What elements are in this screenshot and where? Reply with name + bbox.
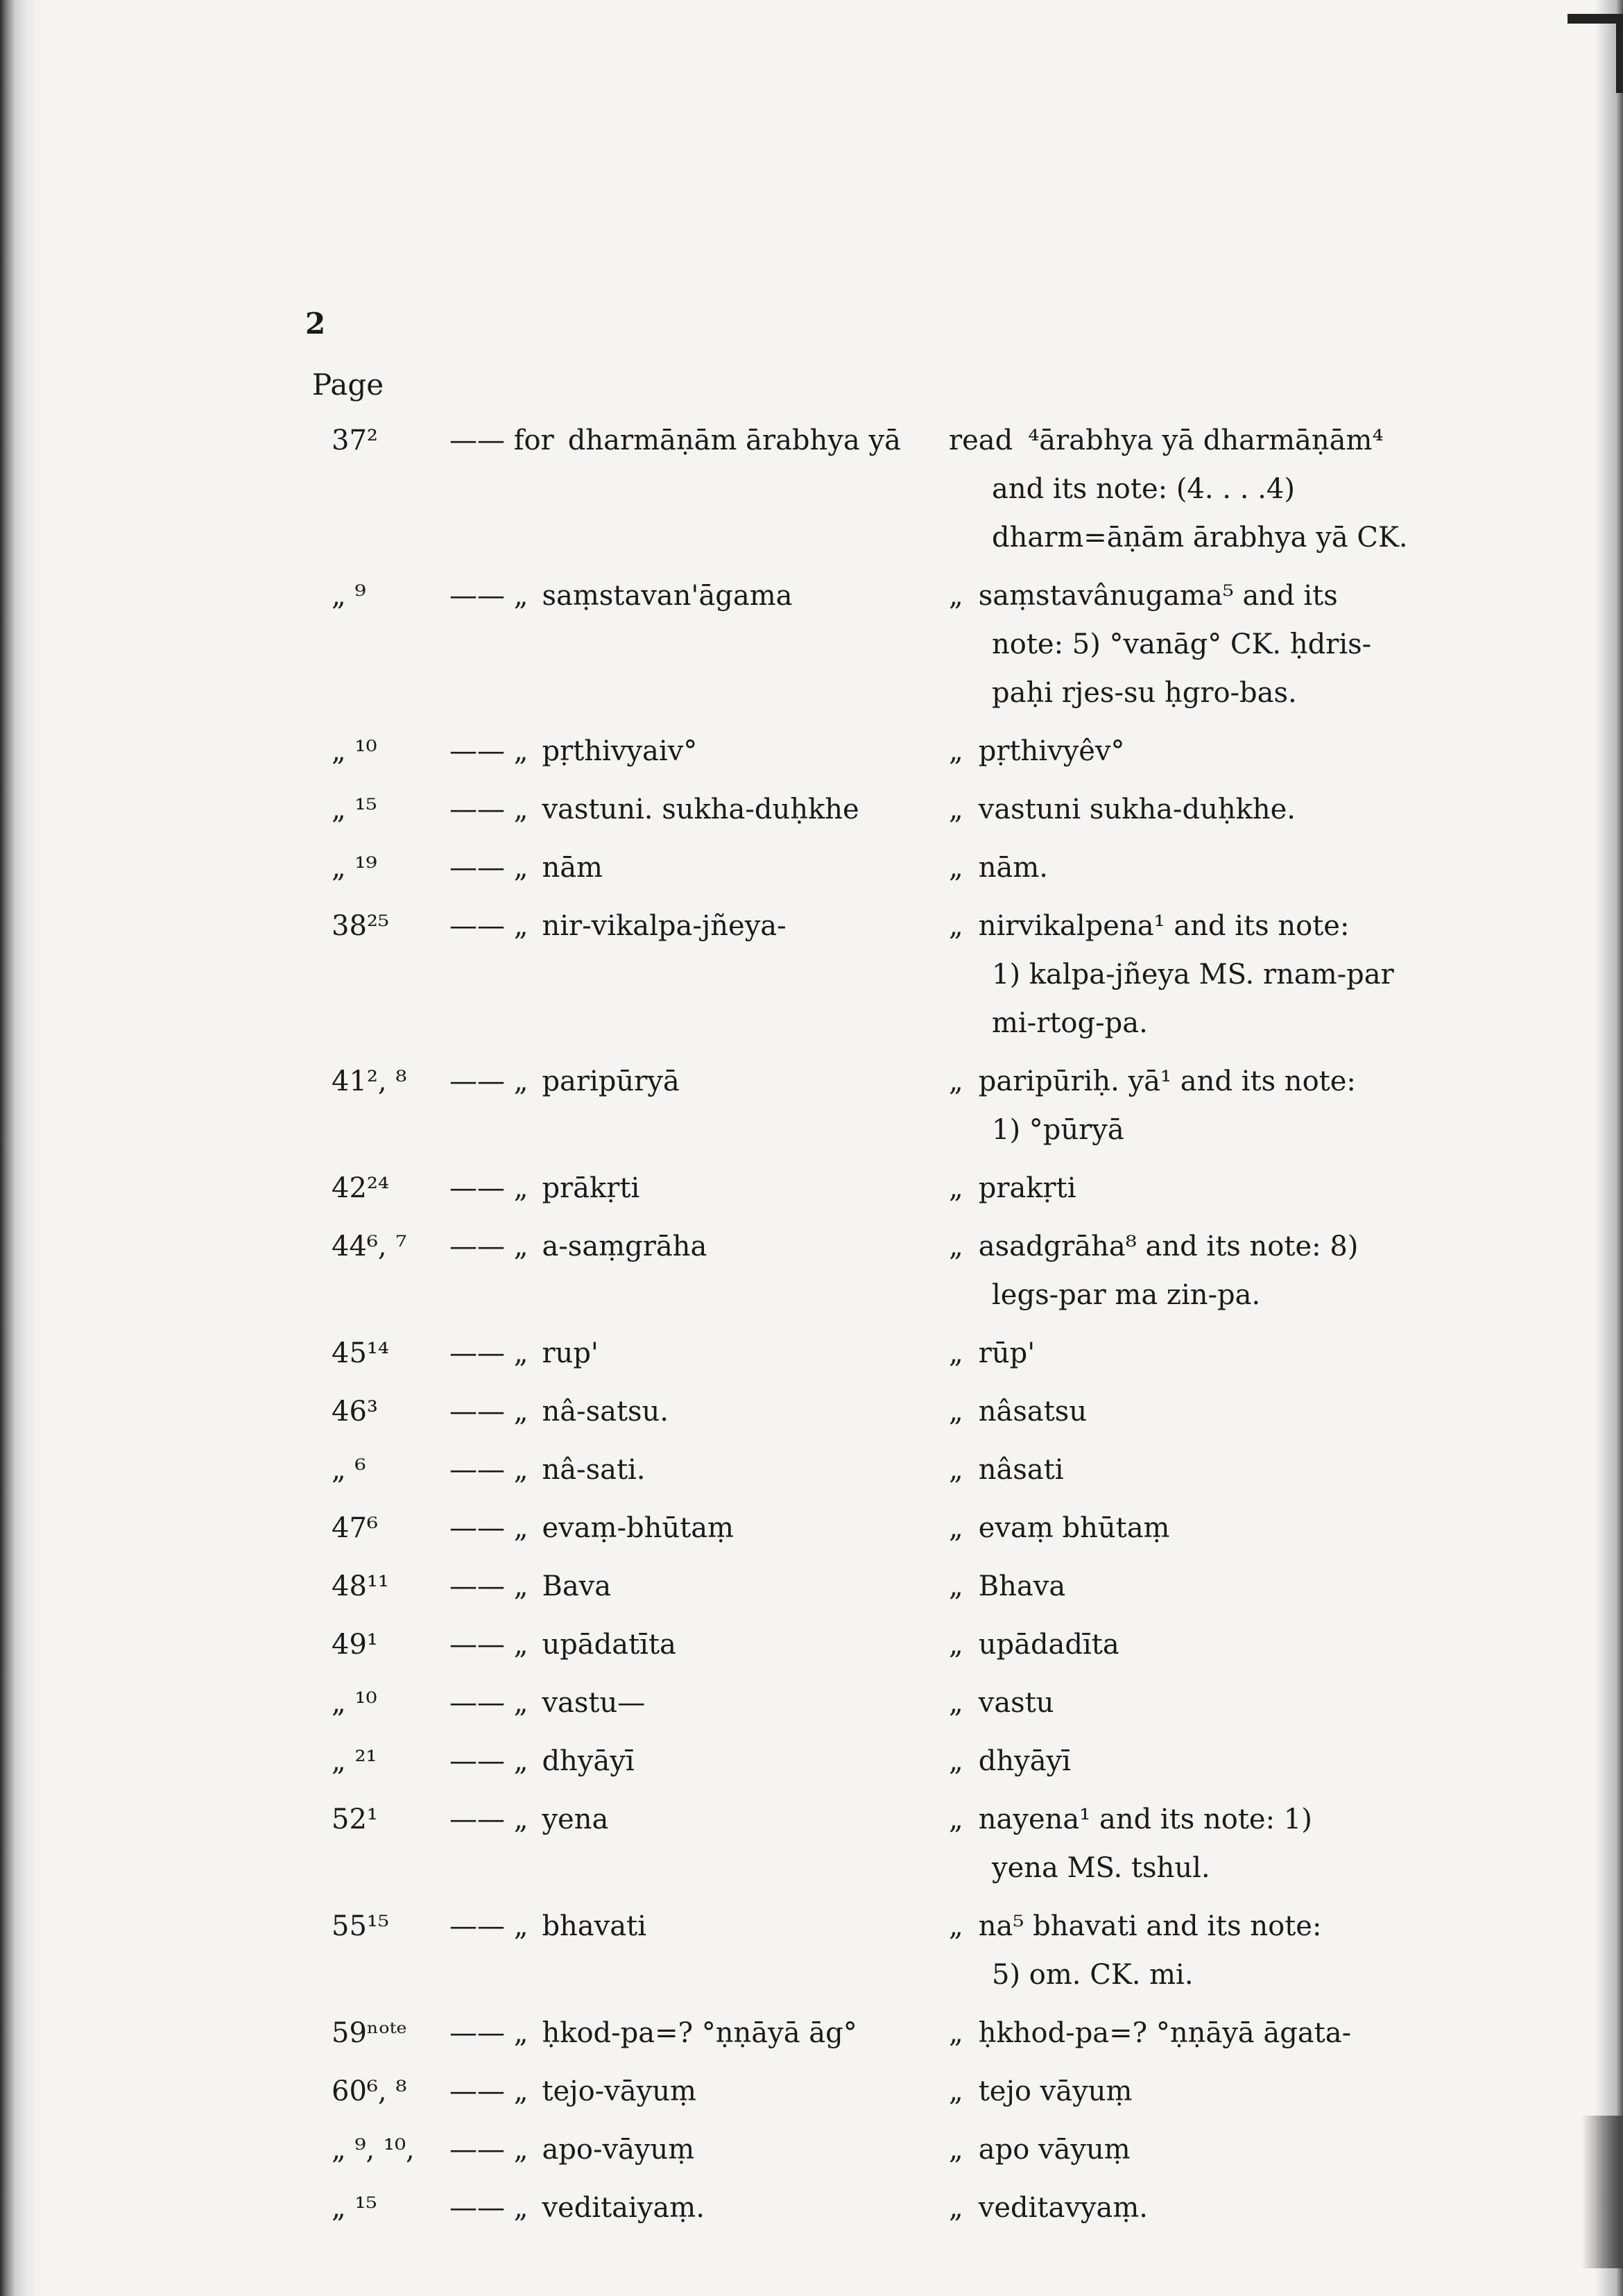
erroneous-text: nām (542, 852, 603, 884)
errata-row (332, 1737, 1414, 1785)
erroneous-reading (449, 1164, 949, 1213)
scan-corner-mark (1568, 14, 1623, 93)
read-keyword: „ (949, 1570, 963, 1602)
erroneous-text: bhavati (542, 1910, 646, 1942)
page-line-reference: 45¹⁴ (332, 1337, 389, 1369)
page-line-reference: 55¹⁵ (332, 1910, 389, 1942)
page-line-reference: 46³ (332, 1396, 378, 1428)
page-line-reference: 52¹ (332, 1804, 378, 1835)
erroneous-text: veditaiyaṃ. (542, 2192, 705, 2224)
errata-row (332, 1057, 1414, 1154)
erroneous-text: Bava (542, 1570, 612, 1602)
page-line-reference: „ ⁹, ¹⁰, (332, 2134, 415, 2166)
errata-row (332, 1562, 1414, 1611)
read-keyword: „ (949, 1512, 963, 1544)
scan-shadow-left (0, 0, 42, 2296)
erroneous-text: nir-vikalpa-jñeya- (542, 910, 787, 942)
erroneous-text: dharmāṇām ārabhya yā (567, 425, 901, 456)
erroneous-reading (449, 1222, 949, 1271)
corrected-reading (949, 416, 1414, 562)
erroneous-reading (449, 1562, 949, 1611)
corrected-text: nâsatsu (978, 1396, 1088, 1428)
for-keyword: —— for (449, 425, 554, 456)
read-keyword: „ (949, 580, 963, 612)
corrected-text: prakṛti (978, 1172, 1076, 1204)
corrected-reading (949, 1902, 1414, 1999)
erroneous-text: nâ-satsu. (542, 1396, 669, 1428)
erroneous-reading (449, 2067, 949, 2116)
corrected-text: ⁴ārabhya yā dharmāṇām⁴ (1028, 425, 1384, 456)
erroneous-text: rup' (542, 1337, 599, 1369)
page-line-reference: „ ²¹ (332, 1745, 377, 1777)
page-line-reference: „ ⁹ (332, 580, 366, 612)
page-line-reference: „ ¹⁰ (332, 735, 377, 767)
for-keyword: —— „ (449, 2075, 529, 2107)
erroneous-reading (449, 1795, 949, 1844)
erroneous-text: pṛthivyaiv° (542, 735, 698, 767)
corrected-text: nām. (978, 852, 1048, 884)
for-keyword: —— „ (449, 1231, 529, 1262)
read-keyword: „ (949, 1231, 963, 1262)
errata-row (332, 1222, 1414, 1319)
page-column-label: Page (312, 368, 384, 402)
read-keyword: „ (949, 1454, 963, 1486)
erroneous-reading (449, 416, 949, 465)
corrected-text: tejo vāyuṃ (978, 2075, 1133, 2107)
errata-row (332, 572, 1414, 717)
correction-note: 1) °pūryā (992, 1114, 1124, 1146)
errata-row (332, 843, 1414, 892)
corrected-reading (949, 1562, 1414, 1611)
errata-row (332, 1329, 1414, 1378)
errata-row (332, 416, 1414, 562)
erroneous-text: prākṛti (542, 1172, 640, 1204)
erroneous-reading (449, 2009, 949, 2057)
for-keyword: —— „ (449, 1910, 529, 1942)
corrected-text: asadgrāha⁸ and its note: 8) (978, 1231, 1359, 1262)
page-line-reference: „ ⁶ (332, 1454, 366, 1486)
corrected-reading (949, 902, 1414, 1047)
read-keyword: „ (949, 2017, 963, 2049)
errata-row (332, 1164, 1414, 1213)
for-keyword: —— „ (449, 2134, 529, 2166)
erroneous-text: vastu— (542, 1687, 646, 1719)
page-line-reference: 49¹ (332, 1629, 378, 1661)
errata-row (332, 785, 1414, 834)
for-keyword: —— „ (449, 910, 529, 942)
for-keyword: —— „ (449, 1512, 529, 1544)
corrected-reading (949, 1737, 1414, 1785)
corrected-reading (949, 1446, 1414, 1494)
erroneous-reading (449, 2184, 949, 2232)
read-keyword: „ (949, 1687, 963, 1719)
corrected-text: Bhava (978, 1570, 1066, 1602)
page-line-reference: 47⁶ (332, 1512, 378, 1544)
corrected-text: nayena¹ and its note: 1) (978, 1804, 1312, 1835)
read-keyword: read (949, 425, 1013, 456)
page-line-reference: „ ¹⁹ (332, 852, 377, 884)
erroneous-text: paripūryā (542, 1065, 680, 1097)
page-line-reference: „ ¹⁰ (332, 1687, 377, 1719)
for-keyword: —— „ (449, 1745, 529, 1777)
erroneous-text: dhyāyī (542, 1745, 635, 1777)
erroneous-text: evaṃ-bhūtaṃ (542, 1512, 734, 1544)
errata-row (332, 1902, 1414, 1999)
page-line-reference: 60⁶, ⁸ (332, 2075, 407, 2107)
corrected-reading (949, 572, 1414, 717)
read-keyword: „ (949, 1804, 963, 1835)
page-line-reference: „ ¹⁵ (332, 794, 377, 825)
corrected-text: rūp' (978, 1337, 1036, 1369)
corrected-text: evaṃ bhūtaṃ (978, 1512, 1170, 1544)
for-keyword: —— „ (449, 2017, 529, 2049)
errata-row (332, 1795, 1414, 1892)
corrected-reading (949, 1164, 1414, 1213)
errata-row (332, 1446, 1414, 1494)
corrected-reading (949, 843, 1414, 892)
for-keyword: —— „ (449, 1804, 529, 1835)
errata-row (332, 1620, 1414, 1669)
erroneous-text: a-saṃgrāha (542, 1231, 707, 1262)
page-number: 2 (305, 307, 326, 341)
for-keyword: —— „ (449, 1454, 529, 1486)
corrected-text: vastuni sukha-duḥkhe. (978, 794, 1296, 825)
erroneous-text: nâ-sati. (542, 1454, 646, 1486)
page-line-reference: 38²⁵ (332, 910, 389, 942)
corrected-reading (949, 1057, 1414, 1154)
corrected-reading (949, 2125, 1414, 2174)
erroneous-reading (449, 1387, 949, 1436)
errata-row (332, 2125, 1414, 2174)
erroneous-reading (449, 727, 949, 776)
read-keyword: „ (949, 1172, 963, 1204)
erroneous-text: saṃstavan'āgama (542, 580, 793, 612)
erroneous-reading (449, 1329, 949, 1378)
erroneous-text: ḥkod-pa=? °ṇṇāyā āg° (542, 2017, 857, 2049)
for-keyword: —— „ (449, 735, 529, 767)
erroneous-reading (449, 1057, 949, 1106)
for-keyword: —— „ (449, 2192, 529, 2224)
erroneous-reading (449, 902, 949, 950)
erroneous-reading (449, 1679, 949, 1727)
for-keyword: —— „ (449, 1172, 529, 1204)
correction-note: 5) om. CK. mi. (992, 1959, 1194, 1991)
read-keyword: „ (949, 1910, 963, 1942)
corrected-text: nâsati (978, 1454, 1064, 1486)
corrected-reading (949, 1620, 1414, 1669)
corrected-reading (949, 785, 1414, 834)
for-keyword: —— „ (449, 852, 529, 884)
errata-row (332, 902, 1414, 1047)
read-keyword: „ (949, 2192, 963, 2224)
erroneous-reading (449, 1504, 949, 1552)
page-line-reference: 41², ⁸ (332, 1065, 407, 1097)
erroneous-text: vastuni. sukha-duḥkhe (542, 794, 859, 825)
for-keyword: —— „ (449, 1687, 529, 1719)
read-keyword: „ (949, 910, 963, 942)
errata-row (332, 2009, 1414, 2057)
page-line-reference: 44⁶, ⁷ (332, 1231, 407, 1262)
errata-row (332, 727, 1414, 776)
corrected-text: vastu (978, 1687, 1054, 1719)
corrected-reading (949, 727, 1414, 776)
for-keyword: —— „ (449, 1396, 529, 1428)
correction-note: yena MS. tshul. (992, 1852, 1210, 1884)
corrected-text: paripūriḥ. yā¹ and its note: (978, 1065, 1356, 1097)
read-keyword: „ (949, 1745, 963, 1777)
correction-note: note: 5) °vanāg° CK. ḥdris-paḥi rjes-su ḥgro-bas. (992, 628, 1372, 709)
corrected-reading (949, 2009, 1414, 2057)
corrected-text: nirvikalpena¹ and its note: (978, 910, 1350, 942)
errata-row (332, 2067, 1414, 2116)
erroneous-reading (449, 785, 949, 834)
read-keyword: „ (949, 735, 963, 767)
errata-row (332, 2184, 1414, 2232)
for-keyword: —— „ (449, 580, 529, 612)
read-keyword: „ (949, 852, 963, 884)
erroneous-reading (449, 1902, 949, 1951)
erroneous-reading (449, 572, 949, 620)
read-keyword: „ (949, 794, 963, 825)
corrected-reading (949, 1679, 1414, 1727)
corrected-text: upādadīta (978, 1629, 1119, 1661)
correction-note: 1) kalpa-jñeya MS. rnam-par mi-rtog-pa. (992, 959, 1394, 1039)
corrected-text: ḥkhod-pa=? °ṇṇāyā āgata- (978, 2017, 1352, 2049)
corrected-text: apo vāyuṃ (978, 2134, 1131, 2166)
read-keyword: „ (949, 1629, 963, 1661)
page-line-reference: „ ¹⁵ (332, 2192, 377, 2224)
read-keyword: „ (949, 1396, 963, 1428)
for-keyword: —— „ (449, 1337, 529, 1369)
corrected-reading (949, 1387, 1414, 1436)
corrected-text: pṛthivyêv° (978, 735, 1125, 767)
corrected-reading (949, 1504, 1414, 1552)
erroneous-text: yena (542, 1804, 609, 1835)
page-line-reference: 59ⁿᵒᵗᵉ (332, 2017, 407, 2049)
errata-row (332, 1679, 1414, 1727)
page-line-reference: 48¹¹ (332, 1570, 389, 1602)
corrected-text: dhyāyī (978, 1745, 1071, 1777)
corrected-reading (949, 1329, 1414, 1378)
for-keyword: —— „ (449, 1065, 529, 1097)
erroneous-reading (449, 843, 949, 892)
read-keyword: „ (949, 1065, 963, 1097)
for-keyword: —— „ (449, 1629, 529, 1661)
read-keyword: „ (949, 1337, 963, 1369)
corrected-reading (949, 2184, 1414, 2232)
page-line-reference: 37² (332, 425, 378, 456)
correction-note: and its note: (4. . . .4) dharm=āṇām ārabhya yā CK. (992, 473, 1408, 554)
corrected-reading (949, 1222, 1414, 1319)
erroneous-reading (449, 1620, 949, 1669)
corrected-text: saṃstavânugama⁵ and its (978, 580, 1338, 612)
corrected-text: veditavyaṃ. (978, 2192, 1149, 2224)
corrected-reading (949, 2067, 1414, 2116)
page-line-reference: 42²⁴ (332, 1172, 389, 1204)
errata-row (332, 1387, 1414, 1436)
erroneous-reading (449, 1446, 949, 1494)
erroneous-text: apo-vāyuṃ (542, 2134, 695, 2166)
corrected-reading (949, 1795, 1414, 1892)
for-keyword: —— „ (449, 1570, 529, 1602)
erroneous-text: tejo-vāyuṃ (542, 2075, 696, 2107)
scan-shadow-right (1595, 0, 1623, 2296)
corrected-text: na⁵ bhavati and its note: (978, 1910, 1322, 1942)
correction-note: legs-par ma zin-pa. (992, 1279, 1261, 1311)
read-keyword: „ (949, 2075, 963, 2107)
read-keyword: „ (949, 2134, 963, 2166)
errata-list (332, 416, 1414, 2242)
for-keyword: —— „ (449, 794, 529, 825)
scan-corner-shadow (1581, 2116, 1623, 2268)
erroneous-text: upādatīta (542, 1629, 676, 1661)
erroneous-reading (449, 1737, 949, 1785)
errata-row (332, 1504, 1414, 1552)
erroneous-reading (449, 2125, 949, 2174)
